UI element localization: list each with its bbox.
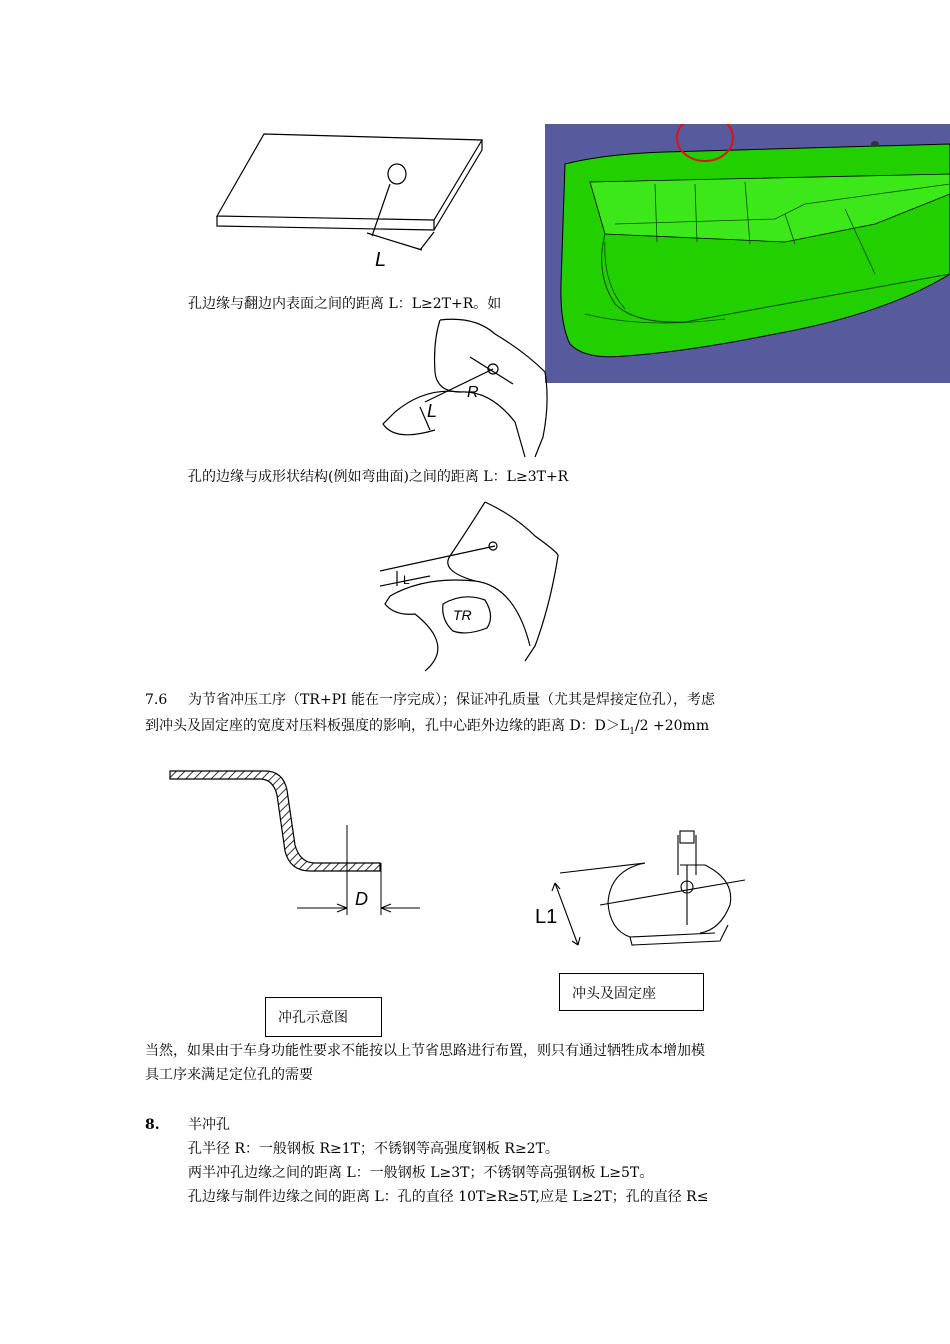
fig3-label-stamp: TR (453, 607, 472, 623)
plate-hole-sketch (212, 128, 492, 278)
fig5-label-l1: L1 (535, 906, 558, 928)
section-7-6-line2: 到冲头及固定座的宽度对压料板强度的影响，孔中心距外边缘的距离 D：$D>L_1/2 +20mm$ (145, 718, 710, 737)
bent-surface-sketch (375, 312, 565, 462)
embossed-surface-sketch (375, 496, 565, 676)
section-8-line2: 两半冲孔边缘之间的距离 L：一般钢板 L≥3T；不锈钢等高强钢板 L≥5T。 (188, 1165, 654, 1181)
section-8-line1: 孔半径 R：一般钢板 R≥1T；不锈钢等高强度钢板 R≥2T。 (188, 1141, 559, 1157)
section-7-6-number: 7.6 (145, 692, 168, 708)
section-7-6-line1: 为节省冲压工序（TR+PI 能在一序完成）；保证冲孔质量（尤其是焊接定位孔），考虑 (188, 692, 716, 708)
paragraph-functional-requirement-line1: 当然，如果由于车身功能性要求不能按以上节省思路进行布置，则只有通过牺牲成本增加模 (145, 1043, 705, 1059)
paragraph-hole-flange: 孔边缘与翻边内表面之间的距离 L：L≥2T+R。如 (188, 296, 502, 312)
fig1-label: L (375, 249, 387, 271)
fig4-label-d: D (355, 889, 368, 909)
punching-schematic (165, 765, 430, 915)
punch-holder-sketch (530, 825, 775, 955)
paragraph-functional-requirement-line2: 具工序来满足定位孔的需要 (145, 1067, 313, 1083)
fig3-label-l: L (403, 573, 410, 587)
section-8-line3: 孔边缘与制件边缘之间的距离 L：孔的直径 10T≥R≥5T,应是 L≥2T；孔的直径 R≤ (188, 1189, 709, 1205)
cad-model-image (545, 124, 950, 383)
fig2-label-l: L (427, 401, 438, 421)
caption-punching-schematic: 冲孔示意图 (265, 997, 382, 1037)
paragraph-hole-formed-shape: 孔的边缘与成形状结构(例如弯曲面)之间的距离 L：L≥3T+R (188, 469, 569, 485)
section-8-number: 8. (145, 1117, 160, 1133)
fig2-label-r: R (467, 384, 479, 401)
caption-punch-holder: 冲头及固定座 (559, 973, 704, 1011)
section-8-title: 半冲孔 (188, 1117, 230, 1133)
